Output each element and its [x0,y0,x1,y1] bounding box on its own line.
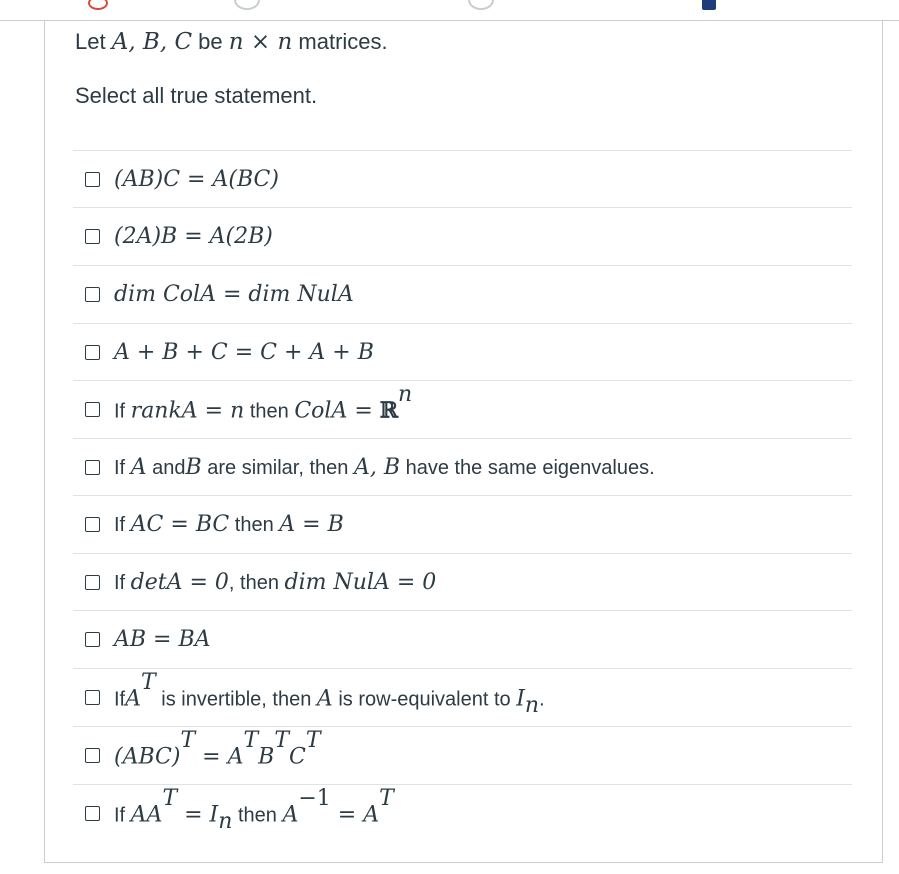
answer-option[interactable] [73,438,852,495]
question-panel [44,21,883,863]
option-label: AB = BA [114,627,211,652]
checkbox[interactable] [85,575,100,590]
answer-option[interactable] [73,150,852,207]
option-label: (AB)C = A(BC) [114,166,279,192]
checkbox[interactable] [85,229,100,244]
option-label: If rankA = n then ColA = ℝ$^n$ [114,382,413,424]
answer-option[interactable] [73,726,852,784]
question-instruction: Select all true statement. [75,83,318,108]
answer-option[interactable] [73,668,852,726]
checkbox[interactable] [85,345,100,360]
checkbox[interactable] [85,690,100,705]
checkbox[interactable] [85,402,100,417]
answer-option[interactable] [73,495,852,553]
option-label: If A andB are similar, then A, B have the same eigenvalues. [114,454,655,480]
checkbox[interactable] [85,172,100,187]
answer-option[interactable] [73,207,852,265]
option-label: If detA = 0, then dim NulA = 0 [114,569,437,595]
checkbox[interactable] [85,806,100,821]
answer-option[interactable] [73,265,852,323]
option-label: dim ColA = dim NulA [114,282,354,307]
option-label: If $AA^T = I_n$ then $A^{-1} = A^T$ [114,785,394,834]
option-label: IfA$^T$ is invertible, then A is row-equivalent to $I_n$. [114,670,545,719]
checkbox[interactable] [85,287,100,302]
answer-option[interactable] [73,553,852,610]
top-toolbar-edge [0,0,899,21]
option-label: A + B + C = C + A + B [114,339,374,365]
answer-option[interactable] [73,784,852,841]
answer-option[interactable] [73,610,852,668]
toolbar-icon-square [702,0,716,10]
toolbar-icon-circle [468,0,494,10]
checkbox[interactable] [85,632,100,647]
answer-options [73,150,852,841]
question-prompt: Let A, B, C be n × n matrices. [75,29,388,55]
checkbox[interactable] [85,748,100,763]
option-label: If AC = BC then A = B [114,512,344,537]
answer-option[interactable] [73,323,852,380]
option-label: $(ABC)^T = A^TB^TC^T$ [114,728,321,770]
checkbox[interactable] [85,517,100,532]
answer-option[interactable] [73,380,852,438]
toolbar-icon-circle [234,0,260,10]
toolbar-icon-red [88,0,108,10]
checkbox[interactable] [85,460,100,475]
option-label: (2A)B = A(2B) [114,224,273,249]
